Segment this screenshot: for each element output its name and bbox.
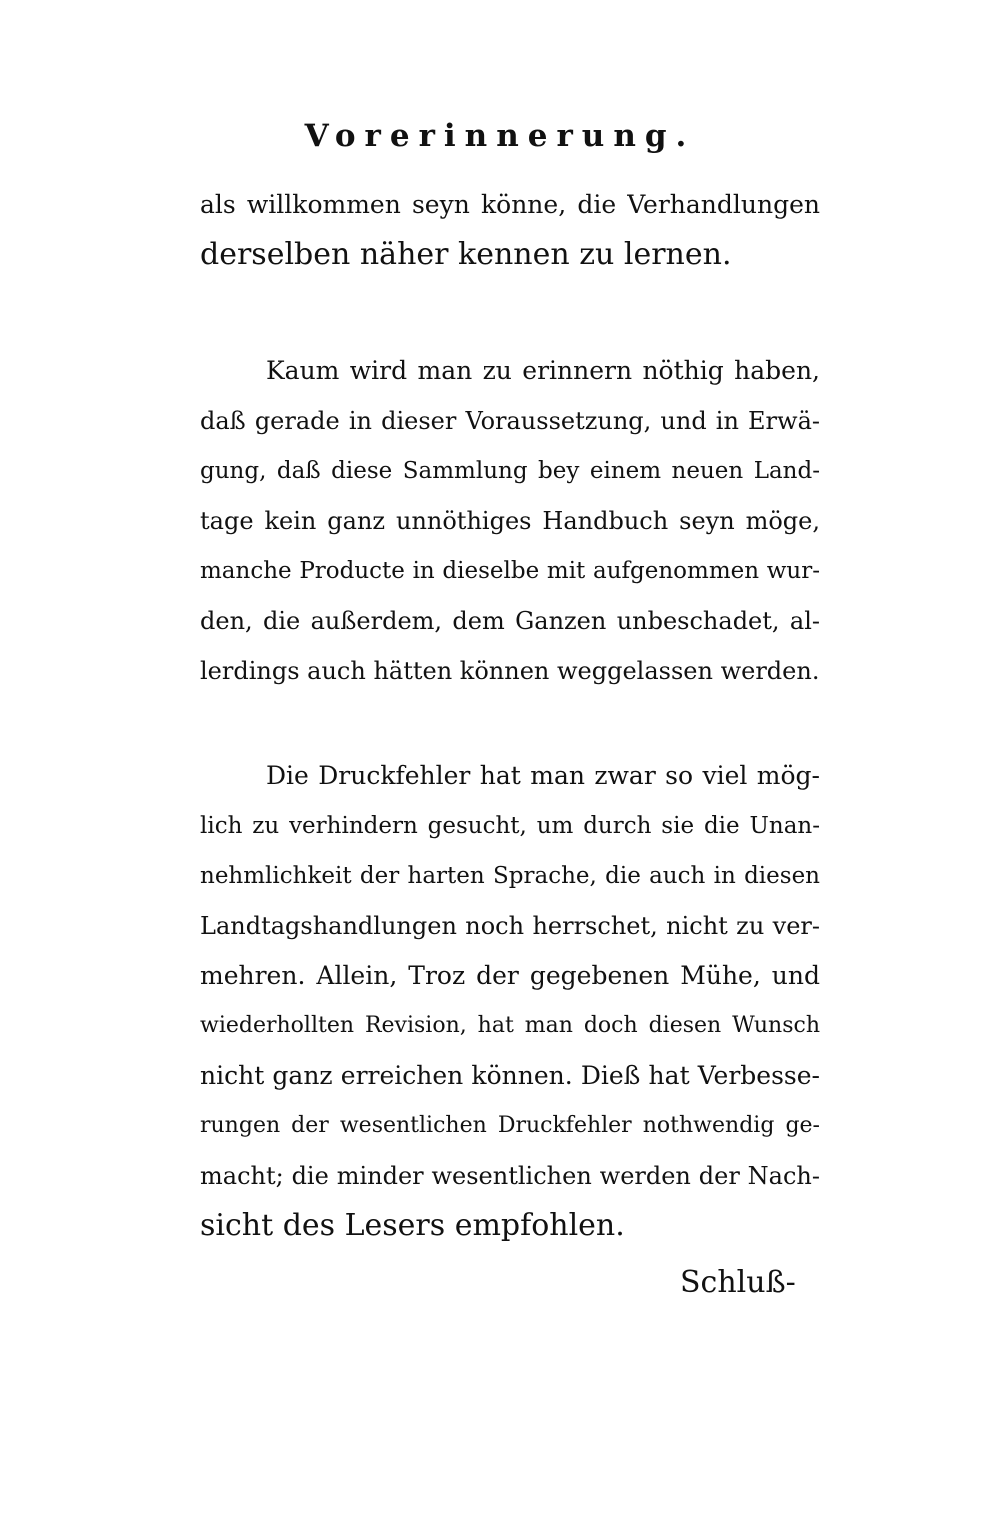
paragraph-errata	[200, 751, 820, 1251]
text-line: macht; die minder wesentlichen werden der Nach-	[200, 1162, 820, 1190]
text-line: lich zu verhindern gesucht, um durch sie die Unan-	[200, 813, 820, 839]
text-line: Kaum wird man zu erinnern nöthig haben,	[266, 356, 820, 385]
running-header: Vorerinnerung.	[304, 118, 696, 154]
text-line: nehmlichkeit der harten Sprache, die auch in diesen	[200, 863, 820, 889]
text-line: nicht ganz erreichen können. Dieß hat Verbesse-	[200, 1061, 820, 1090]
text-line: manche Producte in dieselbe mit aufgenommen wur-	[200, 558, 820, 584]
catchword: Schluß-	[680, 1265, 796, 1300]
text-line: lerdings auch hätten können weggelassen werden.	[200, 657, 820, 685]
text-line: als willkommen seyn könne, die Verhandlungen	[200, 190, 820, 219]
text-line: tage kein ganz unnöthiges Handbuch seyn möge,	[200, 507, 820, 535]
text-line: derselben näher kennen zu lernen.	[200, 237, 732, 272]
text-line: rungen der wesentlichen Druckfehler nothwendig ge-	[200, 1113, 820, 1138]
text-line: Die Druckfehler hat man zwar so viel mög-	[266, 761, 820, 790]
paragraph-continuation	[200, 180, 820, 280]
text-line: daß gerade in dieser Voraussetzung, und in Erwä-	[200, 407, 820, 435]
paragraph-note	[200, 346, 820, 696]
text-line: wiederhollten Revision, hat man doch diesen Wunsch	[200, 1013, 820, 1038]
text-line: gung, daß diese Sammlung bey einem neuen Land-	[200, 458, 820, 484]
text-line: mehren. Allein, Troz der gegebenen Mühe, und	[200, 961, 820, 990]
text-line: Landtagshandlungen noch herrschet, nicht zu ver-	[200, 912, 820, 940]
text-line: den, die außerdem, dem Ganzen unbeschadet, al-	[200, 607, 820, 635]
text-line: sicht des Lesers empfohlen.	[200, 1208, 625, 1243]
